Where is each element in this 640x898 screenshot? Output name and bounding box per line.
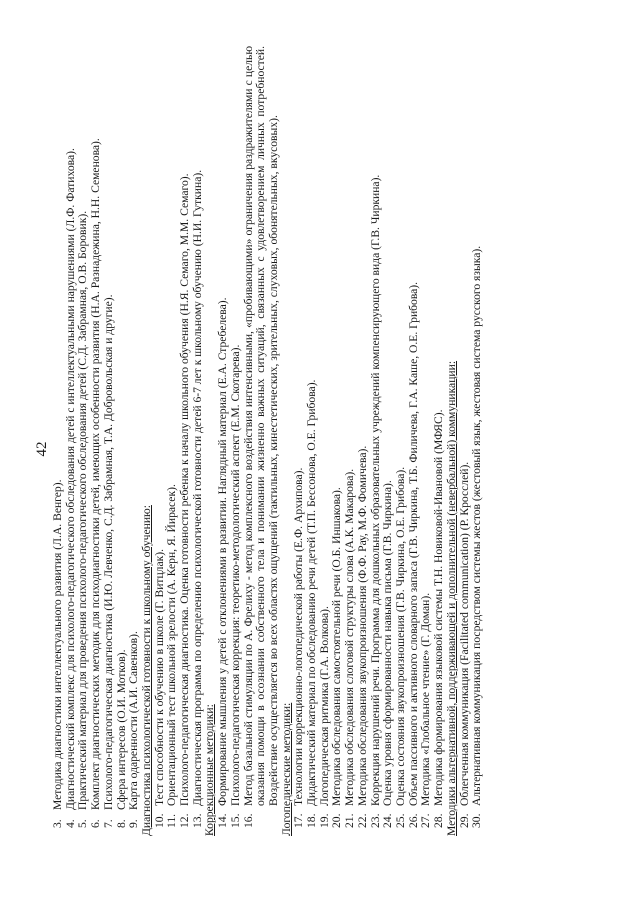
item-text: Методика обследования звукопроизношения (Ф.Ф. Рау, М.Ф. Фомичева). — [355, 445, 369, 806]
item-number: 5. — [76, 819, 90, 828]
item-text: Карта одаренности (А.И. Савенков). — [127, 631, 141, 810]
list-item — [103, 46, 116, 836]
item-text: Методика формирования языковой системы Т.Н. Новиковой-Ивановой (МФЯС). — [432, 409, 446, 806]
item-text: Психолого-педагогическая диагностика (И.Ю. Левченко, С.Д. Забрамная, Т.А. Добровольская и другие). — [101, 294, 115, 810]
list-item — [344, 46, 357, 836]
document-body — [52, 46, 484, 836]
list-item — [230, 46, 243, 836]
item-text: Практический материал для проведения психолого-педагогического обследования детей (С.Д. Забрамная, О.В. Боровик). — [76, 210, 90, 810]
item-number: 26. — [406, 813, 420, 828]
item-number: 24. — [381, 813, 395, 828]
item-number: 15. — [228, 813, 242, 828]
section-heading: Коррекционные методики: — [203, 704, 217, 836]
item-text: Логопедическая ритмика (Г.А. Волкова). — [317, 606, 331, 806]
list-item — [357, 46, 370, 836]
item-number: 8. — [114, 819, 128, 828]
item-number: 28. — [432, 813, 446, 828]
item-text: Облегченная коммуникация (Facilitated communication) (Р. Кросслей). — [457, 461, 471, 806]
item-number: 16. — [241, 813, 255, 828]
page-number: 42 — [34, 441, 50, 457]
item-number: 13. — [190, 813, 204, 828]
list-group-general — [52, 46, 141, 836]
item-text: Дидактический материал по обследованию речи детей (Т.П. Бессонова, О.Е. Грибова). — [305, 379, 319, 806]
item-text: Оценка состояния звукопроизношения (Г.В. Чиркина, О.Е. Грибова). — [393, 466, 407, 806]
item-text: Тест способности к обучению в школе (Г. Витцлак). — [152, 549, 166, 806]
item-number: 21. — [343, 813, 357, 828]
item-number: 11. — [165, 813, 179, 828]
item-number: 12. — [178, 813, 192, 828]
list-item — [179, 46, 192, 836]
item-number: 4. — [63, 819, 77, 828]
item-number: 3. — [51, 819, 64, 828]
list-item — [471, 46, 484, 836]
item-number: 23. — [368, 813, 382, 828]
item-number: 19. — [317, 813, 331, 828]
item-text: Технологии коррекционно-логопедической работы (Е.Ф. Архипова). — [292, 467, 306, 806]
item-number: 30. — [470, 813, 484, 828]
item-text: Методика обследования слоговой структуры слова (А.К. Макарова). — [343, 468, 357, 806]
item-number: 17. — [292, 813, 306, 828]
item-number: 14. — [216, 813, 230, 828]
section-heading: Диагностика психологической готовности к школьному обучению: — [139, 505, 153, 836]
item-number: 18. — [305, 813, 319, 828]
item-number: 27. — [419, 813, 433, 828]
list-item — [90, 46, 103, 836]
item-text: Диагностическая программа по определению психологической готовности детей 6-7 лет к школьному обучению (Н.И. Гуткина). — [190, 169, 204, 806]
item-text: Сфера интересов (О.И. Мотков). — [114, 649, 128, 810]
item-text: Коррекция нарушений речи. Программа для дошкольных образовательных учреждений компенсирующего вида (Г.В. Чиркина). — [368, 174, 382, 806]
item-text: Методика «Глобальное чтение» (Г. Доман). — [419, 592, 433, 806]
item-text: Диагностический комплекс для психолого-педагогического обследования детей с интеллектуальными нарушениями (Л.Ф. Фатихова). — [63, 148, 77, 810]
item-text: Метод базальной стимуляции по А. Фрелиху - метод комплексного воздействия интенсивными, «пробивающими» ограничения раздражителями с целью оказания помощи в осознании собственного тела и понимании жизненно важных ситуаций, связанных с удовлетворением личных потребностей. Воздействие осуществляется во всех областях ощущений (тактильных, кинестетических, зрительных, слуховых, обонятельных, вкусовых). — [241, 46, 280, 806]
list-group-speech-therapy — [281, 46, 446, 836]
item-number: 10. — [152, 813, 166, 828]
list-item — [52, 46, 65, 836]
item-text: Психолого-педагогическая диагностика. Оценка готовности ребенка к началу школьного обучения (Н.Я. Семаго, М.М. Семаго). — [178, 173, 192, 806]
item-number: 20. — [330, 813, 344, 828]
item-number: 9. — [127, 819, 141, 828]
list-group-correction — [204, 46, 280, 836]
item-number: 29. — [457, 813, 471, 828]
item-text: Психолого-педагогическая коррекция: теоретико-методологический аспект (Е.М. Скотарева). — [228, 344, 242, 806]
item-text: Методика обследования самостоятельной речи (О.Б. Иншакова). — [330, 487, 344, 806]
item-text: Альтернативная коммуникация посредством системы жестов (жестовый язык, жестовая система русского языка). — [470, 245, 484, 806]
list-item — [395, 46, 408, 836]
item-text: Методика диагностики интеллектуального развития (Л.А. Венгер). — [51, 479, 64, 810]
item-number: 6. — [89, 819, 103, 828]
list-group-alternative-communication — [446, 46, 484, 836]
item-number: 25. — [393, 813, 407, 828]
item-number: 7. — [101, 819, 115, 828]
list-item — [306, 46, 319, 836]
item-text: Комплект диагностических методик для психодиагностики детей, имеющих особенности развития (Н.А. Разнадежина, Н.Н. Семенова). — [89, 138, 103, 810]
item-number: 22. — [355, 813, 369, 828]
item-text: Ориентационный тест школьной зрелости (А. Керн, Я. Йирасек). — [165, 484, 179, 806]
list-item-multiline — [243, 46, 281, 836]
section-heading: Логопедические методики: — [279, 702, 293, 836]
item-text: Формирование мышления у детей с отклонениями в развитии. Наглядный материал (Е.А. Стребелева). — [216, 297, 230, 806]
section-heading: Методики альтернативной, поддерживающей и дополнительной (невербальной) коммуникации: — [444, 360, 458, 836]
list-item — [433, 46, 446, 836]
list-group-school-readiness — [141, 46, 205, 836]
list-item — [217, 46, 230, 836]
item-text: Объем пассивного и активного словарного запаса (Г.В. Чиркина, Т.Б. Филичева, Г.А. Каше, О.Е. Грибова). — [406, 281, 420, 806]
item-text: Оценка уровня сформированности навыка письма (Г.В. Чиркина). — [381, 480, 395, 806]
